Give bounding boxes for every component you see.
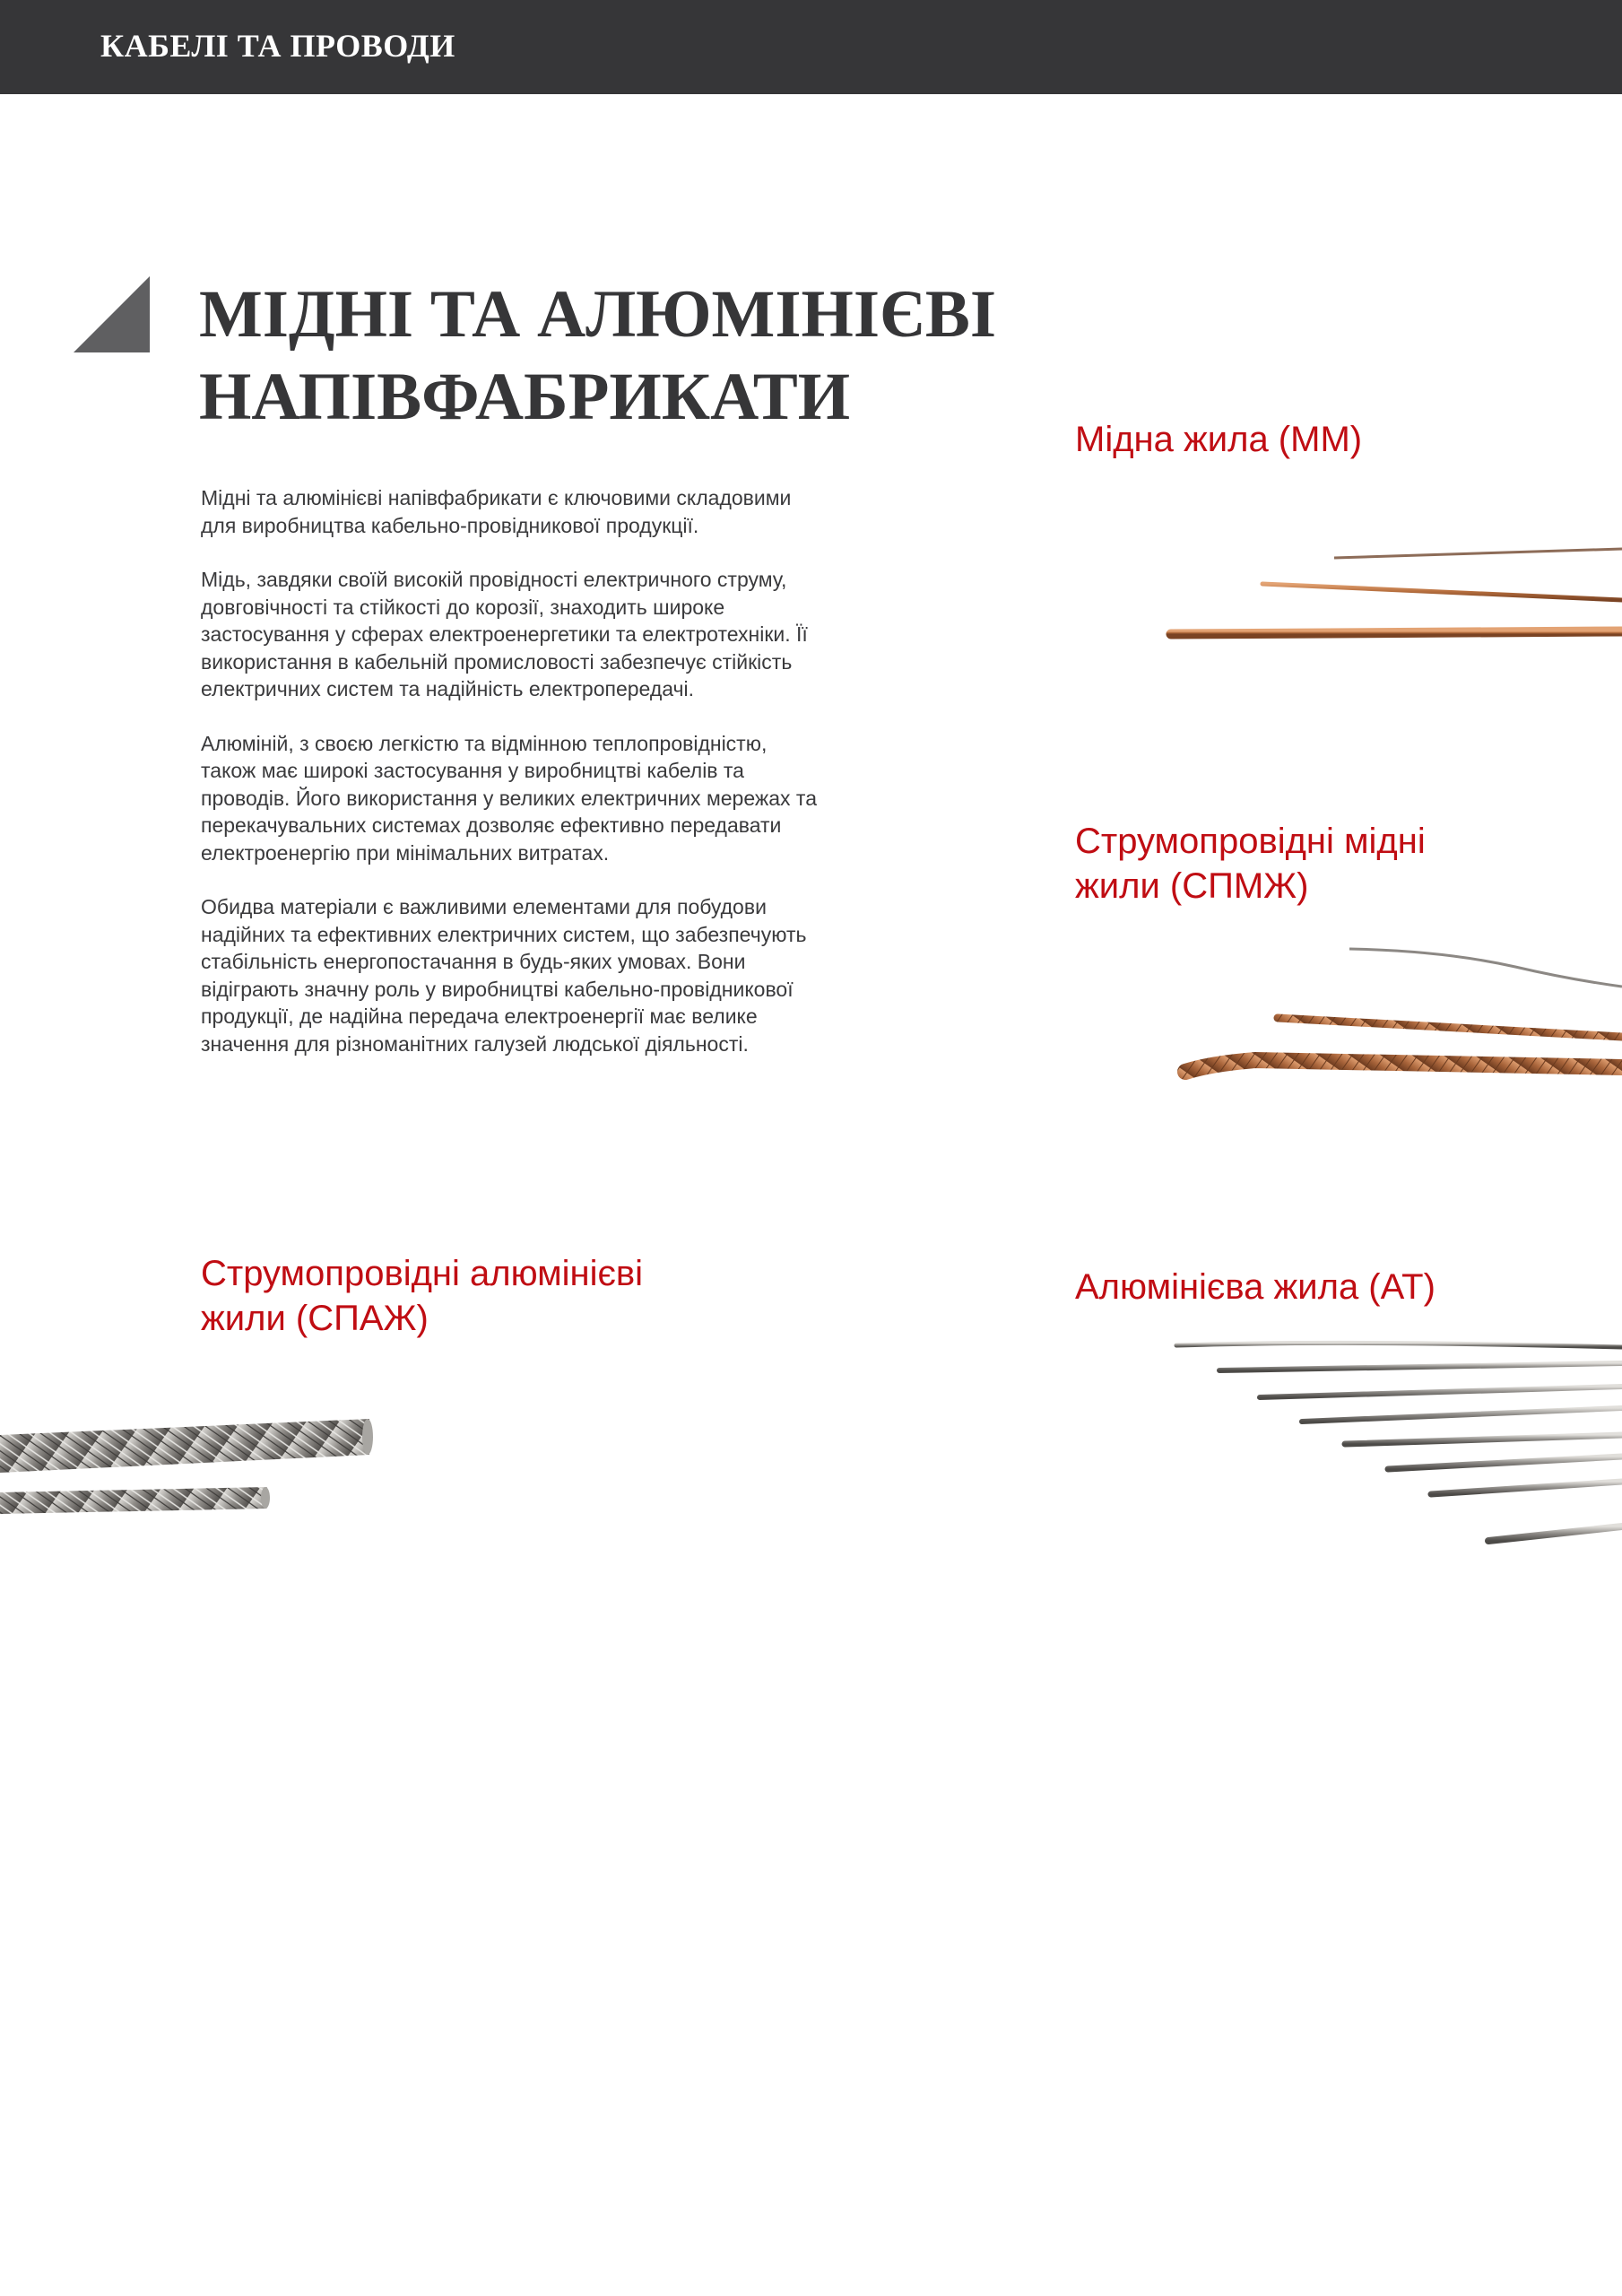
aluminum-strand-spazh-image	[0, 1390, 377, 1525]
paragraph-line: Обидва матеріали є важливими елементами для побудови	[201, 895, 767, 918]
paragraph-line: довговічності та стійкості до корозії, знаходить широке	[201, 595, 725, 619]
copper-wire-mm-image	[1157, 538, 1622, 655]
aluminum-wire-6	[1388, 1457, 1622, 1469]
paragraph-line: також має широкі застосування у виробництві кабелів та	[201, 759, 744, 782]
paragraph-line: продукції, де надійна передача електроенергії має велике	[201, 1004, 758, 1028]
page-title	[199, 274, 996, 439]
corner-triangle-icon	[74, 276, 150, 352]
paragraph-line: Алюміній, з своєю легкістю та відмінною теплопровідністю,	[201, 731, 768, 755]
aluminum-wire-3	[1260, 1387, 1622, 1397]
paragraph-line: Мідь, завдяки своїй високій провідності електричного струму,	[201, 568, 787, 591]
aluminum-wire-5	[1345, 1435, 1622, 1444]
copper-wire-medium	[1262, 584, 1622, 600]
aluminum-wire-4	[1302, 1408, 1622, 1422]
paragraph-line: Мідні та алюмінієві напівфабрикати є ключовими складовими	[201, 486, 792, 509]
body-text	[201, 484, 891, 1084]
paragraph-line: електричних систем та надійність електропередачі.	[201, 677, 695, 700]
aluminum-wire-2	[1219, 1363, 1622, 1370]
aluminum-strand-small-end	[261, 1487, 270, 1509]
paragraph-1	[201, 484, 891, 539]
copper-wire-thin	[1334, 549, 1622, 558]
header-title: КАБЕЛІ ТА ПРОВОДИ	[100, 28, 455, 64]
paragraph-line: застосування у сферах електроенергетики та електротехніки. Її	[201, 622, 808, 646]
paragraph-line: надійних та ефективних електричних систем, що забезпечують	[201, 922, 807, 946]
paragraph-line: для виробництва кабельно-провідникової продукції.	[201, 513, 699, 537]
paragraph-line: відіграють значну роль у виробництві кабельно-провідникової	[201, 977, 794, 1001]
page-title-line-2: НАПІВФАБРИКАТИ	[199, 360, 851, 434]
product-label-spmzh-line-1: Струмопровідні мідні	[1075, 822, 1426, 861]
copper-strand-thick	[1185, 1060, 1622, 1072]
product-label-spmzh-line-2: жили (СПМЖ)	[1075, 866, 1309, 906]
paragraph-line: електроенергію при мінімальних витратах.	[201, 840, 610, 865]
aluminum-strand-large	[0, 1419, 369, 1473]
paragraph-line: проводів. Його використання у великих електричних мережах та	[201, 786, 818, 810]
product-label-mm-line-1: Мідна жила (ММ)	[1075, 420, 1363, 459]
paragraph-3	[201, 730, 891, 867]
product-label-at	[1075, 1265, 1436, 1309]
product-label-spmzh	[1075, 819, 1426, 909]
product-label-spazh	[201, 1251, 643, 1341]
paragraph-line: перекачувальних системах дозволяє ефективно передавати	[201, 813, 782, 837]
paragraph-line: використання в кабельній промисловості забезпечує стійкість	[201, 649, 793, 674]
aluminum-wire-at-image	[1166, 1336, 1622, 1552]
product-label-spazh-line-2: жили (СПАЖ)	[201, 1299, 429, 1338]
paragraph-2	[201, 566, 891, 703]
copper-strand-spmzh-image	[1175, 933, 1622, 1094]
paragraph-line: значення для різноманітних галузей людської діяльності.	[201, 1031, 749, 1056]
product-label-at-line-1: Алюмінієва жила (АТ)	[1075, 1267, 1436, 1307]
copper-strand-medium	[1278, 1018, 1622, 1037]
aluminum-wire-7	[1431, 1482, 1622, 1494]
aluminum-strand-large-end	[362, 1419, 373, 1455]
tinned-wire-thin	[1349, 949, 1622, 987]
aluminum-strand-small	[0, 1487, 267, 1514]
paragraph-line: стабільність енергопостачання в будь-яких умовах. Вони	[201, 950, 746, 973]
page-title-line-1: МІДНІ ТА АЛЮМІНІЄВІ	[199, 277, 997, 352]
aluminum-wire-1	[1176, 1343, 1622, 1347]
copper-wire-thick	[1171, 631, 1622, 634]
product-label-mm	[1075, 417, 1362, 462]
aluminum-wire-8	[1488, 1526, 1622, 1541]
header-bar	[0, 0, 1622, 94]
product-label-spazh-line-1: Струмопровідні алюмінієві	[201, 1254, 644, 1293]
paragraph-4	[201, 893, 891, 1057]
